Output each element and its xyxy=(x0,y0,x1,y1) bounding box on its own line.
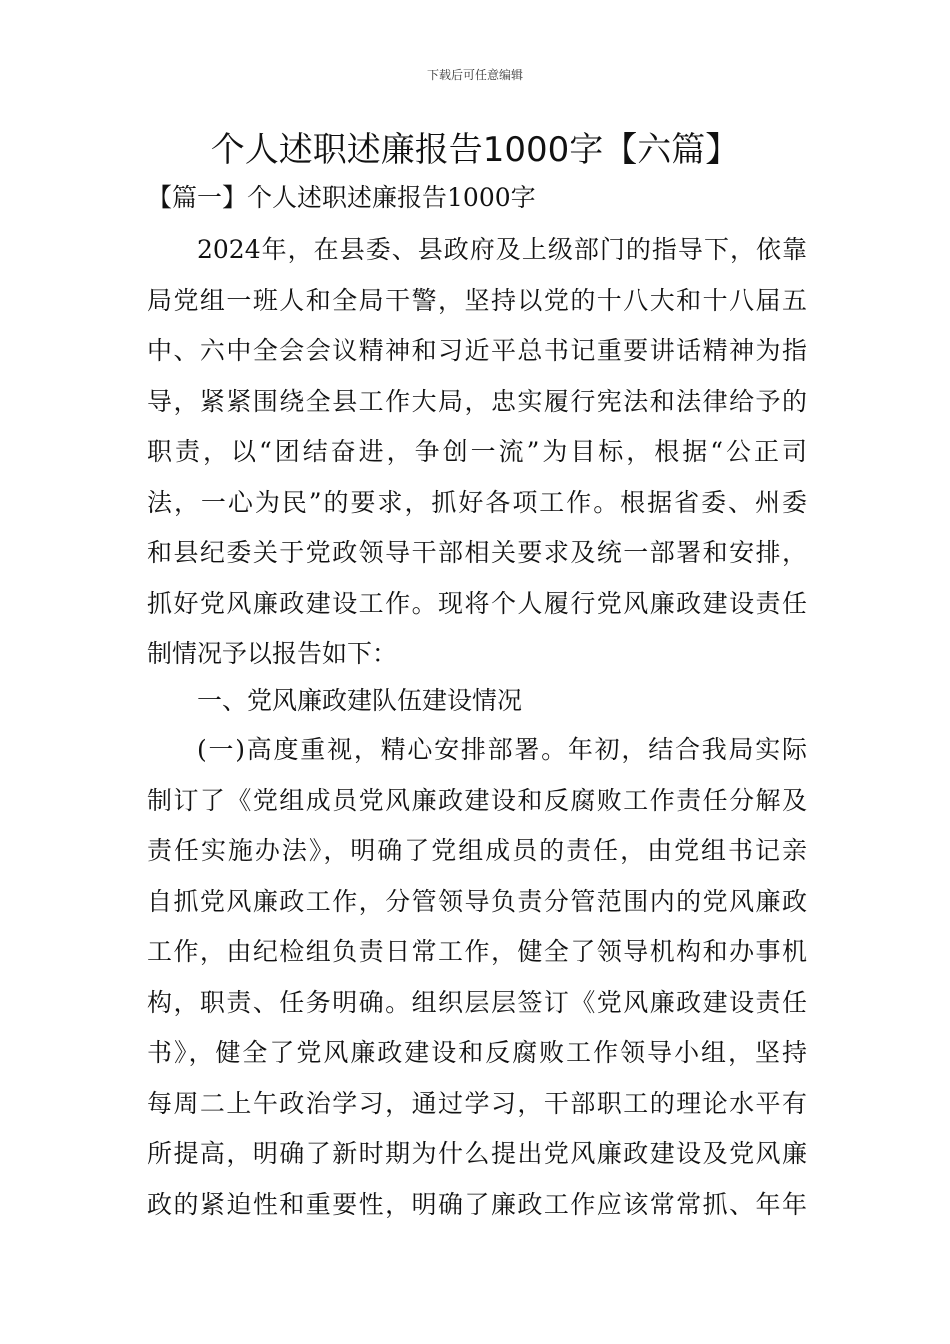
paragraph-line: 和县纪委关于党政领导干部相关要求及统一部署和安排， xyxy=(147,538,807,567)
paragraph-line: 书》，健全了党风廉政建设和反腐败工作领导小组，坚持 xyxy=(147,1038,807,1067)
paragraph-1 xyxy=(147,225,807,680)
paragraph-line: 自抓党风廉政工作，分管领导负责分管范围内的党风廉政 xyxy=(147,886,807,916)
paragraph-line: 工作，由纪检组负责日常工作，健全了领导机构和办事机 xyxy=(147,937,807,966)
paragraph-line: 制订了《党组成员党风廉政建设和反腐败工作责任分解及 xyxy=(147,785,807,815)
paragraph-line: 2024年，在县委、县政府及上级部门的指导下，依靠 xyxy=(197,235,807,264)
paragraph-line: 政的紧迫性和重要性，明确了廉政工作应该常常抓、年年 xyxy=(147,1189,807,1219)
section-heading: 【篇一】个人述职述廉报告1000字 xyxy=(147,183,536,212)
document-title: 个人述职述廉报告1000字【六篇】 xyxy=(210,130,740,170)
paragraph-line: 法，一心为民”的要求，抓好各项工作。根据省委、州委 xyxy=(147,487,807,517)
header-note: 下载后可任意编辑 xyxy=(426,68,523,82)
paragraph-line: (一)高度重视，精心安排部署。年初，结合我局实际 xyxy=(197,735,807,764)
paragraph-line: 制情况予以报告如下： xyxy=(147,639,398,668)
paragraph-line: 导，紧紧围绕全县工作大局，忠实履行宪法和法律给予的 xyxy=(147,386,807,416)
subheading-1 xyxy=(147,676,807,727)
paragraph-2 xyxy=(147,725,807,1230)
paragraph-line: 抓好党风廉政建设工作。现将个人履行党风廉政建设责任 xyxy=(147,588,807,618)
paragraph-line: 构，职责、任务明确。组织层层签订《党风廉政建设责任 xyxy=(147,987,807,1017)
paragraph-line: 职责，以“团结奋进，争创一流”为目标，根据“公正司 xyxy=(147,437,807,466)
paragraph-line: 中、六中全会会议精神和习近平总书记重要讲话精神为指 xyxy=(147,336,807,365)
paragraph-line: 责任实施办法》，明确了党组成员的责任，由党组书记亲 xyxy=(147,836,807,865)
paragraph-line: 所提高，明确了新时期为什么提出党风廉政建设及党风廉 xyxy=(147,1139,807,1168)
paragraph-line: 每周二上午政治学习，通过学习，干部职工的理论水平有 xyxy=(147,1088,807,1118)
subheading-text: 一、党风廉政建队伍建设情况 xyxy=(197,686,523,715)
paragraph-line: 局党组一班人和全局干警，坚持以党的十八大和十八届五 xyxy=(147,285,807,315)
